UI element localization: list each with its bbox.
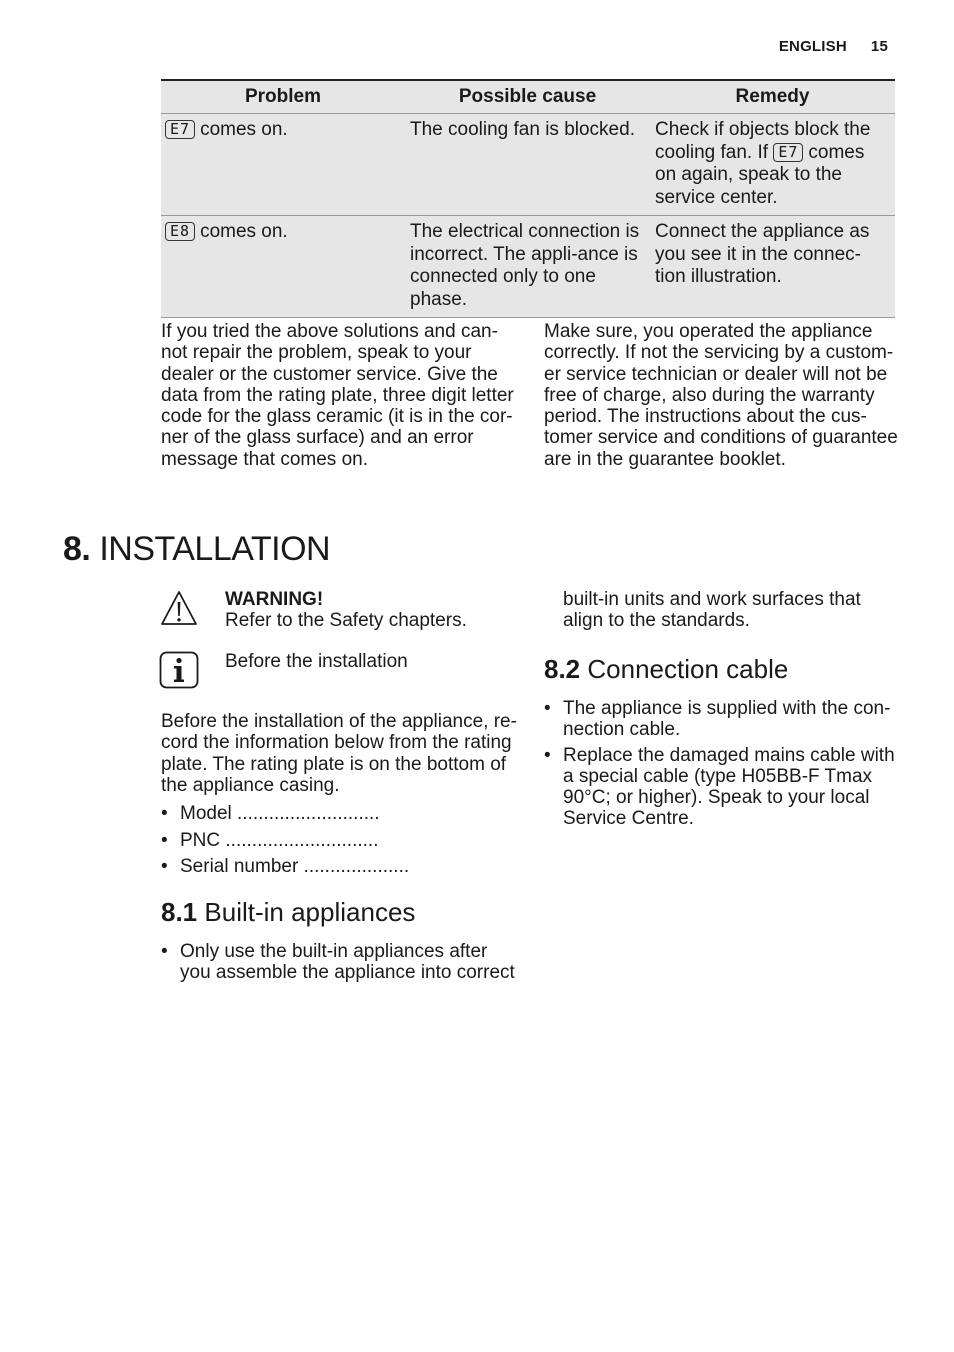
info-icon (159, 651, 199, 689)
remedy-cell (650, 114, 895, 216)
built-in-list (161, 941, 521, 984)
continued-text: built-in units and work surfaces that align to the standards. (563, 589, 861, 632)
header-language: ENGLISH (778, 38, 847, 55)
subsection-number: 8.1 (161, 897, 198, 927)
error-code-display: E8 (165, 222, 195, 241)
before-installation-paragraph: Before the installation of the appliance, re-cord the information below from the rating plate. The rating plate is on the bottom of the appliance casing. (161, 711, 517, 796)
table-row (161, 216, 895, 318)
subsection-title-8-2 (544, 654, 788, 685)
error-code-display: E7 (165, 120, 195, 139)
column-header-cause: Possible cause (405, 80, 650, 114)
section-title-text: INSTALLATION (99, 530, 331, 568)
column-header-problem: Problem (161, 80, 405, 114)
remedy-cell: Connect the appliance as you see it in the connec-tion illustration. (650, 216, 895, 318)
table-row (161, 114, 895, 216)
column-header-remedy: Remedy (650, 80, 895, 114)
list-item: • Serial number .................... (161, 854, 519, 881)
section-number: 8. (63, 530, 91, 568)
cause-cell: The cooling fan is blocked. (405, 114, 650, 216)
problem-cell (161, 216, 405, 318)
list-item: • PNC ............................. (161, 828, 519, 855)
page-header (779, 38, 888, 55)
list-item: • Model ........................... (161, 801, 519, 828)
warning-triangle-icon (159, 589, 199, 627)
connection-cable-list (544, 698, 896, 830)
after-table-left-paragraph: If you tried the above solutions and can-not repair the problem, speak to your dealer or the customer service. Give the data from the rating plate, three digit letter code for the glass ceramic (it is in the cor-ner of the glass surface) and an error message that comes on. (161, 321, 514, 470)
problem-text: comes on. (200, 119, 288, 140)
error-code-display: E7 (773, 143, 803, 162)
table-header-row (161, 80, 895, 114)
subsection-title-8-1 (161, 897, 415, 928)
warning-note (225, 589, 525, 632)
remedy-text-before: Check if objects block the cooling fan. If (655, 119, 871, 163)
problem-cell (161, 114, 405, 216)
list-item: • Only use the built-in appliances after you assemble the appliance into correct (161, 941, 521, 984)
info-note: Before the installation (225, 651, 408, 672)
page-number: 15 (870, 38, 888, 55)
list-item: • The appliance is supplied with the con-nection cable. (544, 698, 896, 741)
warning-label: WARNING! (225, 589, 324, 610)
after-table-right-paragraph: Make sure, you operated the appliance correctly. If not the servicing by a custom-er service technician or dealer will not be free of charge, also during the warranty period. The instructions about the cus-tomer service and conditions of guarantee are in the guarantee booklet. (544, 321, 898, 470)
warning-text: Refer to the Safety chapters. (225, 610, 467, 632)
list-item: • Replace the damaged mains cable with a special cable (type H05BB-F Tmax 90°C; or higher). Speak to your local Service Centre. (544, 745, 896, 830)
subsection-number: 8.2 (544, 654, 581, 684)
subsection-title-text: Built-in appliances (204, 897, 416, 927)
problem-text: comes on. (200, 221, 288, 242)
section-title (63, 530, 330, 569)
remedy-text-after: comes on again, speak to the service center. (655, 141, 865, 208)
rating-plate-list (161, 801, 519, 881)
troubleshooting-table (161, 79, 895, 318)
subsection-title-text: Connection cable (587, 654, 789, 684)
cause-cell: The electrical connection is incorrect. The appli-ance is connected only to one phase. (405, 216, 650, 318)
